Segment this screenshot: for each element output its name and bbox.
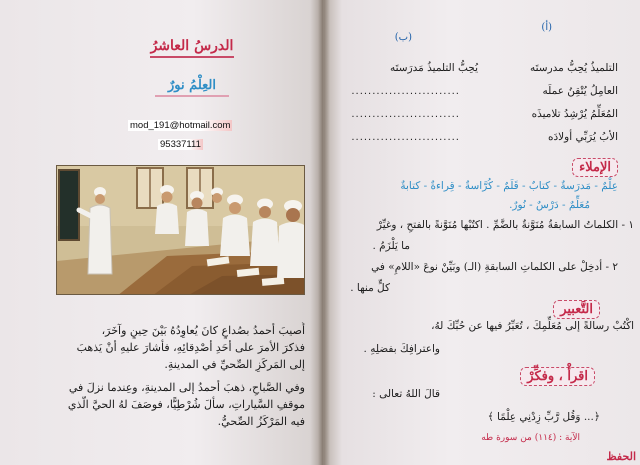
hifz-heading: الحفظ	[606, 450, 636, 463]
blank-dots: ..........................	[351, 132, 460, 143]
story-line: فذكرَ الأمرَ على أحَدِ أصْدِقائِهِ، فأشارَ عليهِ أنْ يَذهبَ	[76, 341, 305, 354]
taabir-heading: التَّعبير	[553, 300, 600, 319]
imla-heading: الإملاء	[572, 158, 618, 177]
email-watermark: mod_191@hotmail.com	[130, 120, 231, 131]
lesson-subtitle: العِلْمُ نورٌ	[155, 78, 229, 97]
column-a-heading: (أ)	[541, 22, 552, 33]
imla-task: كلٍّ منها .	[350, 282, 390, 294]
story-line: وفي الصَّباحِ، ذهبَ أحمدُ إلى المدينةِ، وعِندما نزلَ في	[68, 381, 305, 394]
classroom-illustration	[56, 165, 305, 295]
taabir-text: واعترافِكَ بفضلِهِ .	[363, 343, 440, 355]
taabir-text: اكْتُبْ رسالةً إلى مُعَلِّمِكَ ، تُعَبِّرُ فيها عن حُبِّكَ لهُ،	[431, 320, 634, 332]
book-spine	[318, 0, 330, 465]
exercise-a-line: التلميذُ يُحِبُّ مدرستَه	[530, 62, 618, 74]
imla-task: ٢ - أدخِلْ على الكلماتِ السابقةِ (الـ) وبَيِّنْ نوعَ «اللامِ» في	[371, 261, 618, 273]
column-b-heading: (ب)	[394, 32, 412, 43]
quran-verse: ﴿... وَقُل رَّبِّ زِدْنِي عِلْمًا ﴾	[487, 411, 600, 423]
story-line: موقفِ السَّياراتِ، سألَ شُرْطِيًّا، فوصَفَ لهُ الحيَّ الَّذي	[67, 398, 305, 411]
story-line: إلى المَركَزِ الصِّحيِّ في المدينةِ.	[164, 358, 305, 371]
verse-intro: قالَ اللهُ تعالى :	[372, 388, 440, 400]
story-line: فيه المَرْكَزُ الصِّحيُّ.	[217, 415, 305, 428]
verse-reference: الآية : (١١٤) من سورة طه	[481, 433, 580, 443]
exercise-b-line: يُحِبُّ التلميذُ مَدرَستَه	[390, 62, 478, 74]
story-text	[45, 322, 305, 430]
lesson-title: الدرسُ العاشرُ	[150, 38, 234, 58]
right-page	[323, 0, 640, 465]
phone-watermark: 95337111	[160, 139, 201, 150]
imla-task: ما يَلْزَمُ .	[372, 240, 410, 252]
imla-words: مُعَلِّمٌ - دَرْسٌ - نُورٌ.	[509, 199, 590, 211]
blank-dots: ..........................	[351, 109, 460, 120]
iqra-heading: اقرأْ ، وفكِّرْ	[520, 367, 595, 386]
story-line: أُصيبَ أحمدُ بصُداعٍ كانَ يُعاوِدُهُ بَيْنَ حِينٍ وآخَرَ،	[101, 324, 305, 337]
blank-dots: ..........................	[351, 86, 460, 97]
exercise-a-line: العامِلُ يُتْقِنُ عملَه	[542, 85, 618, 97]
imla-task: ١ - الكلماتُ السابقةُ مُنَوَّنةٌ بالضَّمِّ . اكتُبْها مُنَوَّنةً بالفتحِ ، وغيِّرْ	[376, 219, 634, 231]
exercise-a-line: الأبُ يُرَبِّي أولادَه	[547, 131, 618, 143]
exercise-a-line: المُعَلِّمُ يُرْشِدُ تلاميذَه	[531, 108, 618, 120]
imla-words: عِلْمٌ - مَدرَسةٌ - كتابٌ - قَلَمٌ - كُرَّاسةٌ - قِراءةٌ - كتابةٌ	[400, 180, 618, 192]
